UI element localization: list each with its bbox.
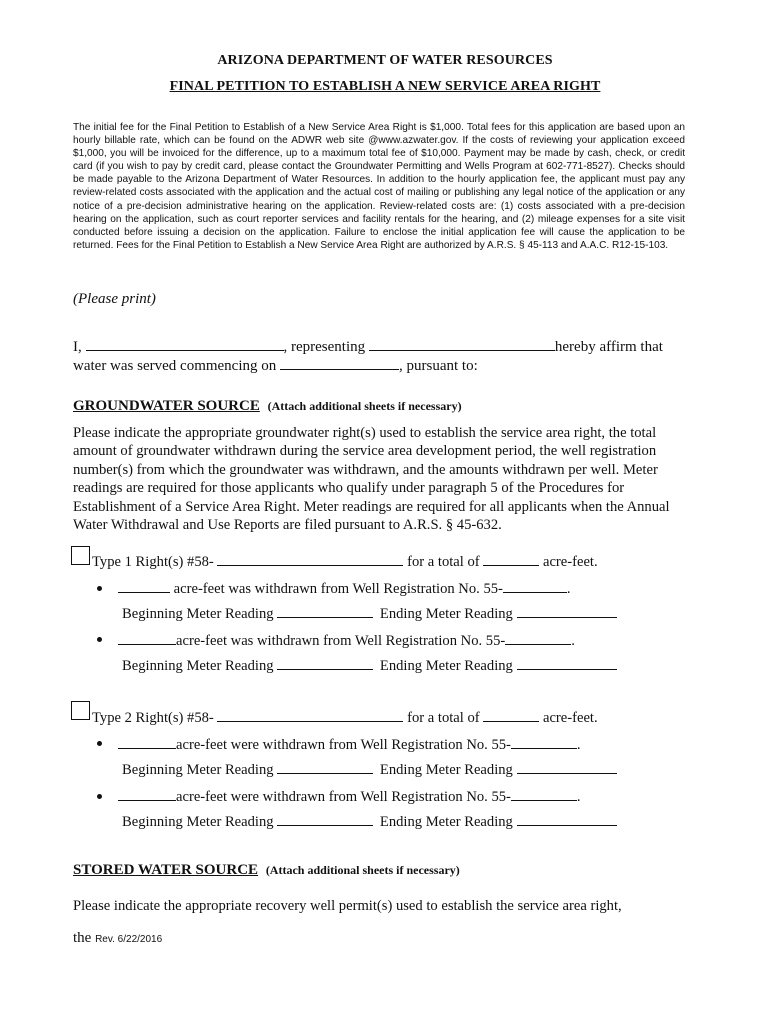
affirm-line-1 <box>73 337 663 356</box>
type1-well-1-beginning-field[interactable] <box>277 604 373 618</box>
stored-paragraph: Please indicate the appropriate recovery well permit(s) used to establish the service area right, <box>73 898 622 914</box>
type2-total-label: for a total of <box>407 710 480 726</box>
beginning-meter-label: Beginning Meter Reading <box>122 762 274 778</box>
groundwater-heading <box>73 398 462 415</box>
groundwater-paragraph: Please indicate the appropriate groundwater right(s) used to establish the service area right, the total amount of groundwater withdrawn during the service area development period, the well registration number(s) from which the groundwater was withdrawn, and the amounts withdrawn per well. Meter readings are required for those applicants who qualify under paragraph 5 of the Procedures for Establishment of a Service Area Right. Meter readings are required for all applicants when the Annual Water Withdrawal and Use Reports are filed pursuant to A.R.S. § 45-632. <box>73 425 670 534</box>
ending-meter-label: Ending Meter Reading <box>379 814 513 830</box>
type1-well-1-meter <box>122 604 617 623</box>
ending-meter-label: Ending Meter Reading <box>379 762 513 778</box>
type2-well-2-acre-feet-field[interactable] <box>118 787 176 801</box>
beginning-meter-label: Beginning Meter Reading <box>122 606 274 622</box>
type1-total-field[interactable] <box>483 552 539 566</box>
type1-well-1-ending-field[interactable] <box>517 604 617 618</box>
bullet-icon <box>97 586 102 591</box>
footer <box>73 930 162 947</box>
ending-meter-label: Ending Meter Reading <box>379 658 513 674</box>
type2-line <box>92 708 598 727</box>
type1-well-2 <box>118 631 575 650</box>
type1-well-1-end: . <box>566 581 571 597</box>
type2-well-1-registration-field[interactable] <box>511 735 577 749</box>
type1-well-2-beginning-field[interactable] <box>277 656 373 670</box>
form-title: FINAL PETITION TO ESTABLISH A NEW SERVICE AREA RIGHT <box>169 79 601 94</box>
type1-line <box>92 552 598 571</box>
name-field[interactable] <box>86 337 284 351</box>
affirm-hereby: hereby affirm that <box>554 339 663 355</box>
beginning-meter-label: Beginning Meter Reading <box>122 658 274 674</box>
type2-label: Type 2 Right(s) #58- <box>92 710 214 726</box>
type2-checkbox[interactable] <box>71 701 90 720</box>
ending-meter-label: Ending Meter Reading <box>379 606 513 622</box>
revision-date: Rev. 6/22/2016 <box>95 934 163 945</box>
footer-the: the <box>73 930 92 946</box>
stored-heading <box>73 862 460 879</box>
agency-title: ARIZONA DEPARTMENT OF WATER RESOURCES <box>217 53 553 68</box>
beginning-meter-label: Beginning Meter Reading <box>122 814 274 830</box>
type2-well-1-beginning-field[interactable] <box>277 760 373 774</box>
type2-well-2-ending-field[interactable] <box>517 812 617 826</box>
type1-well-2-registration-field[interactable] <box>505 631 571 645</box>
type2-well-2 <box>118 787 581 806</box>
type1-well-1-acre-feet-field[interactable] <box>118 579 170 593</box>
type2-well-2-end: . <box>576 789 581 805</box>
affirm-representing: , representing <box>283 339 366 355</box>
affirm-served: water was served commencing on <box>73 358 277 374</box>
type1-well-1 <box>118 579 571 598</box>
type1-well-1-text: acre-feet was withdrawn from Well Registration No. 55- <box>173 581 503 597</box>
groundwater-heading-text: GROUNDWATER SOURCE <box>73 398 260 414</box>
stored-heading-note: (Attach additional sheets if necessary) <box>265 863 460 877</box>
type2-right-number-field[interactable] <box>217 708 403 722</box>
type1-unit: acre-feet. <box>542 554 598 570</box>
type1-well-1-registration-field[interactable] <box>503 579 567 593</box>
type2-well-2-text: acre-feet were withdrawn from Well Registration No. 55- <box>176 789 511 805</box>
type2-total-field[interactable] <box>483 708 539 722</box>
please-print-label: (Please print) <box>73 291 156 307</box>
bullet-icon <box>97 794 102 799</box>
affirm-line-2 <box>73 356 478 375</box>
type2-well-1 <box>118 735 581 754</box>
type2-well-1-ending-field[interactable] <box>517 760 617 774</box>
type1-well-2-text: acre-feet was withdrawn from Well Registration No. 55- <box>176 633 506 649</box>
type1-label: Type 1 Right(s) #58- <box>92 554 214 570</box>
type2-unit: acre-feet. <box>542 710 598 726</box>
bullet-icon <box>97 741 102 746</box>
type1-checkbox[interactable] <box>71 546 90 565</box>
type2-well-1-end: . <box>576 737 581 753</box>
type2-well-2-meter <box>122 812 617 831</box>
representing-field[interactable] <box>369 337 555 351</box>
type2-well-1-text: acre-feet were withdrawn from Well Registration No. 55- <box>176 737 511 753</box>
bullet-icon <box>97 637 102 642</box>
type1-total-label: for a total of <box>407 554 480 570</box>
type1-well-2-ending-field[interactable] <box>517 656 617 670</box>
type2-well-1-acre-feet-field[interactable] <box>118 735 176 749</box>
commencing-date-field[interactable] <box>280 356 399 370</box>
groundwater-heading-note: (Attach additional sheets if necessary) <box>267 399 462 413</box>
intro-paragraph: The initial fee for the Final Petition to Establish of a New Service Area Right is $1,000. Total fees for this application are based upon an hourly billable rate, which can be found on the ADWR web site @www.azwater.gov. If the costs of reviewing your application exceed $1,000, you will be invoiced for the difference, up to a maximum total fee of $10,000. Payment may be made by cash, check, or credit card (if you wish to pay by credit card, please contact the Groundwater Permitting and Wells Program at 602-771-8527). Checks should be made payable to the Arizona Department of Water Resources. In addition to the hourly application fee, the applicant must pay any review-related costs associated with the application and the actual cost of mailing or publishing any legal notice of the application or any notice of a pre-decision administrative hearing on the application. Review-related costs are: (1) costs associated with a pre-decision hearing on the application, such as court reporter services and facility rentals for the hearing, and (2) mileage expenses for a site visit conducted before issuing a decision on the application. Failure to enclose the initial application fee will cause the application to be returned. Fees for the Final Petition to Establish a New Service Area Right are authorized by A.R.S. § 45-113 and A.A.C. R12-15-103. <box>73 122 685 251</box>
stored-heading-text: STORED WATER SOURCE <box>73 862 259 878</box>
type2-well-1-meter <box>122 760 617 779</box>
affirm-pursuant: , pursuant to: <box>399 358 478 374</box>
affirm-i: I, <box>73 339 82 355</box>
type2-well-2-registration-field[interactable] <box>511 787 577 801</box>
type2-well-2-beginning-field[interactable] <box>277 812 373 826</box>
type1-well-2-end: . <box>571 633 575 649</box>
type1-well-2-meter <box>122 656 617 675</box>
type1-well-2-acre-feet-field[interactable] <box>118 631 176 645</box>
type1-right-number-field[interactable] <box>217 552 403 566</box>
